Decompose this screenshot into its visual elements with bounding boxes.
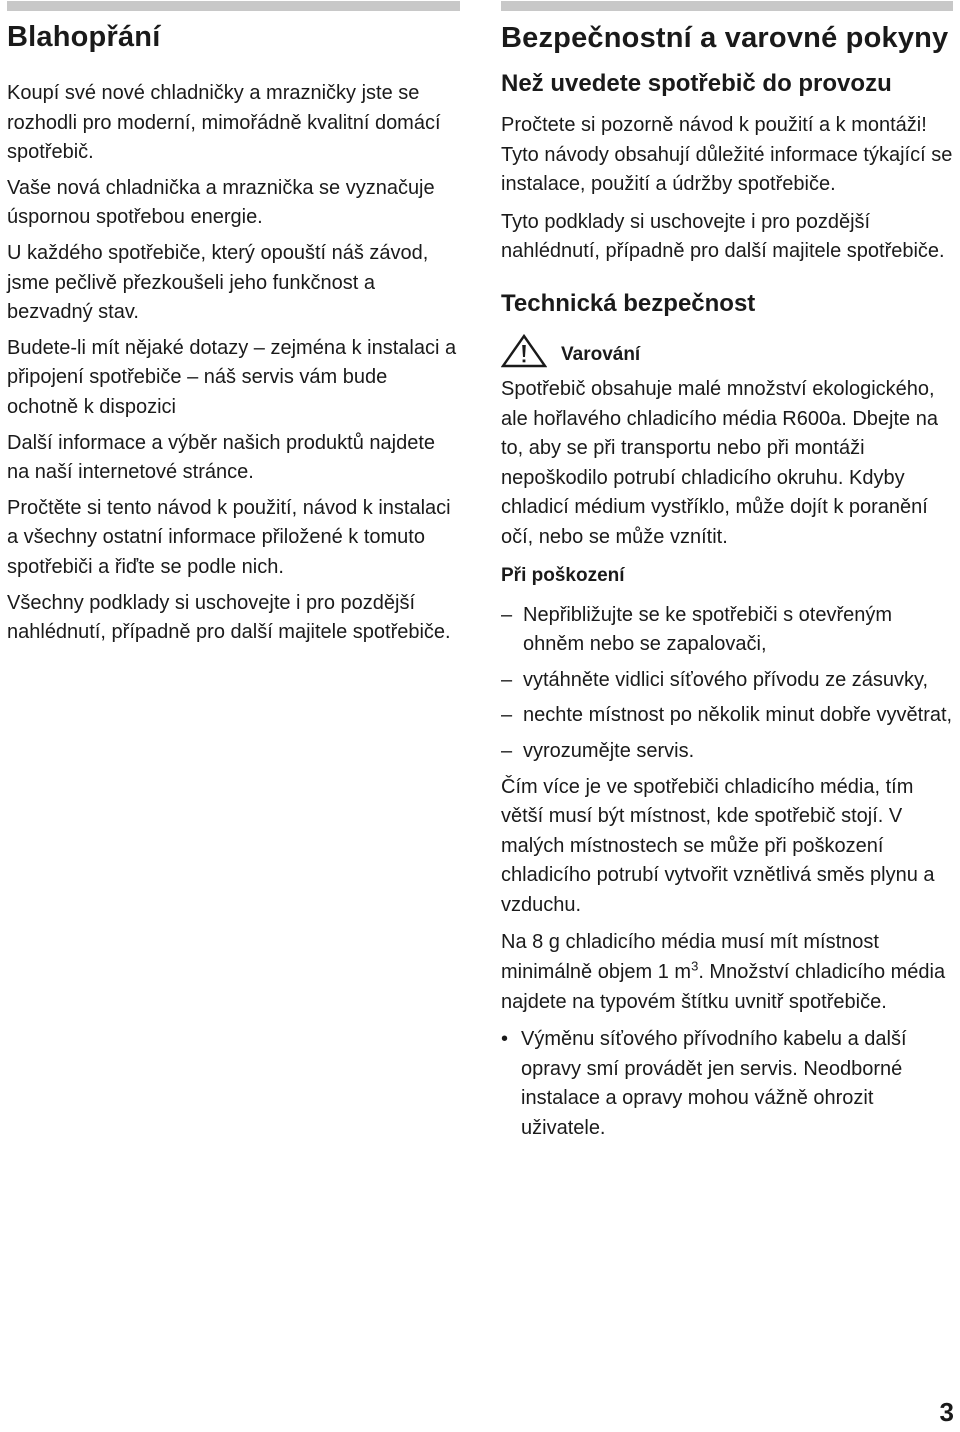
bullet-list <box>501 1025 953 1143</box>
list-item-text: Výměnu síťového přívodního kabelu a další opravy smí provádět jen servis. Neodborné instalace a opravy mohou vážně ohrozit uživatele. <box>521 1028 907 1140</box>
list-item-text: Nepřibližujte se ke spotřebiči s otevřeným ohněm nebo se zapalovači, <box>523 603 893 656</box>
paragraph: Spotřebič obsahuje malé množství ekologického, ale hořlavého chladicího média R600a. Dbejte na to, aby se při transportu nebo při montáži nepoškodilo potrubí chladicího okruhu. Kdyby chladicí médium vystříklo, může dojít k poranění očí, nebo se může vznítit. <box>501 377 938 548</box>
top-rule-right <box>501 1 953 11</box>
paragraph: Pročtěte si tento návod k použití, návod k instalaci a všechny ostatní informace přiložené k tomuto spotřebiči a řiďte se podle nich. <box>7 496 451 578</box>
paragraph: Tyto podklady si uschovejte i pro pozdější nahlédnutí, případně pro další majitele spotřebiče. <box>501 210 945 263</box>
list-item <box>501 701 953 731</box>
paragraph <box>501 928 953 1017</box>
page-number: 3 <box>939 1397 954 1427</box>
paragraph: Pročtete si pozorně návod k použití a k montáži! Tyto návody obsahují důležité informace týkající se instalace, použití a údržby spotřebiče. <box>501 114 953 196</box>
paragraph: Budete-li mít nějaké dotazy – zejména k instalaci a připojení spotřebiče – náš servis vám bude ochotně k dispozici <box>7 336 457 418</box>
page-title-left: Blahopřání <box>7 21 161 53</box>
dash-marker: – <box>501 603 513 626</box>
section-heading: Než uvedete spotřebič do provozu <box>501 70 892 97</box>
left-paragraphs <box>7 79 460 648</box>
list-item <box>501 601 953 660</box>
paragraph-part: . Množství chladicího média najdete na typovém štítku uvnitř spotřebiče. <box>501 961 946 1013</box>
paragraph: Všechny podklady si uschovejte i pro pozdější nahlédnutí, případně pro další majitele spotřebiče. <box>7 591 451 644</box>
dash-marker: – <box>501 704 513 727</box>
paragraph: U každého spotřebiče, který opouští náš závod, jsme pečlivě přezkoušeli jeho funkčnost a bezvadný stav. <box>7 241 429 324</box>
warning-triangle-icon <box>501 334 547 368</box>
warning-label: Varování <box>561 343 641 365</box>
section-heading: Technická bezpečnost <box>501 289 756 317</box>
right-content <box>501 69 953 1144</box>
damage-list <box>501 601 953 767</box>
superscript: 3 <box>691 958 699 974</box>
list-item-text: vyrozumějte servis. <box>523 739 695 762</box>
right-column <box>501 0 953 1144</box>
list-item <box>501 737 953 767</box>
list-item <box>501 1025 953 1143</box>
page-title-right: Bezpečnostní a varovné pokyny <box>501 22 949 54</box>
left-column <box>7 0 460 654</box>
list-item-text: vytáhněte vidlici síťového přívodu ze zásuvky, <box>523 668 929 691</box>
paragraph: Další informace a výběr našich produktů najdete na naší internetové stránce. <box>7 431 436 484</box>
top-rule-left <box>7 1 460 11</box>
warning-row <box>501 331 953 371</box>
damage-heading: Při poškození <box>501 564 625 586</box>
bullet-marker: • <box>501 1028 509 1051</box>
list-item <box>501 666 953 696</box>
paragraph: Koupí své nové chladničky a mrazničky jste se rozhodli pro moderní, mimořádně kvalitní domácí spotřebič. <box>7 82 441 164</box>
paragraph-part: Na 8 g chladicího média musí mít místnost minimálně objem 1 m <box>501 931 879 984</box>
list-item-text: nechte místnost po několik minut dobře vyvětrat, <box>523 704 953 727</box>
paragraph: Vaše nová chladnička a mraznička se vyznačuje úspornou spotřebou energie. <box>7 176 435 229</box>
dash-marker: – <box>501 668 513 691</box>
dash-marker: – <box>501 739 513 762</box>
paragraph: Čím více je ve spotřebiči chladicího média, tím větší musí být místnost, kde spotřebič stojí. V malých místnostech se může při poškození chladicího potrubí vytvořit vznětlivá směs plynu a vzduchu. <box>501 775 935 916</box>
